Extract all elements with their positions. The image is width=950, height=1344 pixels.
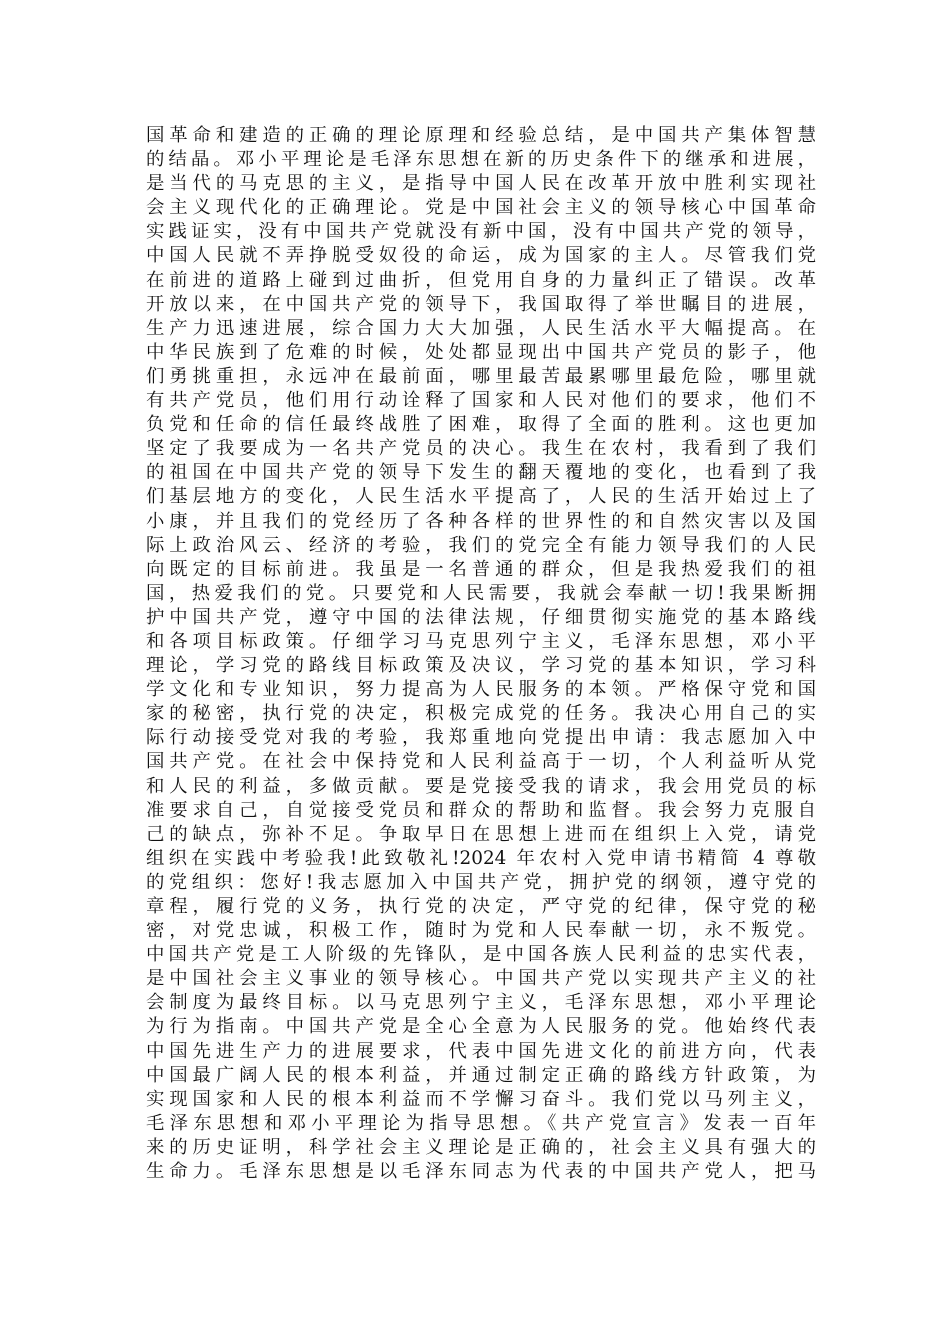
text-line: 实践证实，没有中国共产党就没有新中国，没有中国共产党的领导， [146, 221, 816, 243]
text-line: 来的历史证明，科学社会主义理论是正确的，社会主义具有强大的 [146, 1136, 816, 1158]
text-line: 为行为指南。中国共产党是全心全意为人民服务的党。他始终代表 [146, 1016, 816, 1038]
text-line: 密，对党忠诚，积极工作，随时为党和人民奉献一切，永不叛党。 [146, 920, 816, 942]
text-line: 章程，履行党的义务，执行党的决定，严守党的纪律，保守党的秘 [146, 896, 816, 917]
text-line: 在前进的道路上碰到过曲折，但党用自身的力量纠正了错误。改革 [146, 269, 816, 291]
text-line: 家的秘密，执行党的决定，积极完成党的任务。我决心用自己的实 [146, 703, 816, 725]
text-line: 己的缺点，弥补不足。争取早日在思想上进而在组织上入党，请党 [146, 823, 816, 845]
text-line: 的党组织：您好!我志愿加入中国共产党，拥护党的纲领，遵守党的 [146, 871, 816, 893]
body-paragraph [146, 124, 816, 1184]
text-line: 是当代的马克思的主义，是指导中国人民在改革开放中胜利实现社 [146, 173, 816, 195]
text-line: 国共产党。在社会中保持党和人民利益高于一切，个人利益听从党 [146, 751, 816, 773]
text-line: 负党和任命的信任最终战胜了困难，取得了全面的胜利。这也更加 [146, 414, 816, 436]
text-line: 和人民的利益，多做贡献。要是党接受我的请求，我会用党员的标 [146, 775, 816, 797]
text-line: 们基层地方的变化，人民生活水平提高了，人民的生活开始过上了 [146, 486, 816, 508]
text-line: 中国先进生产力的进展要求，代表中国先进文化的前进方向，代表 [146, 1040, 816, 1062]
text-line: 有共产党员，他们用行动诠释了国家和人民对他们的要求，他们不 [146, 390, 816, 412]
text-line: 国革命和建造的正确的理论原理和经验总结，是中国共产集体智慧 [146, 125, 816, 146]
text-line: 是中国社会主义事业的领导核心。中国共产党以实现共产主义的社 [146, 968, 816, 990]
text-line: 国，热爱我们的党。只要党和人民需要，我就会奉献一切!我果断拥 [146, 582, 816, 604]
text-line: 毛泽东思想和邓小平理论为指导思想。《共产党宣言》发表一百年 [146, 1112, 816, 1134]
text-line: 中国共产党是工人阶级的先锋队，是中国各族人民利益的忠实代表， [146, 944, 816, 966]
text-line: 和各项目标政策。仔细学习马克思列宁主义，毛泽东思想，邓小平 [146, 630, 816, 652]
text-line: 会制度为最终目标。以马克思列宁主义，毛泽东思想，邓小平理论 [146, 992, 816, 1014]
text-line: 向既定的目标前进。我虽是一名普通的群众，但是我热爱我们的祖 [146, 558, 816, 580]
text-line: 的祖国在中国共产党的领导下发生的翻天覆地的变化，也看到了我 [146, 462, 816, 484]
text-line: 小康，并且我们的党经历了各种各样的世界性的和自然灾害以及国 [146, 510, 816, 532]
text-line: 学文化和专业知识，努力提高为人民服务的本领。严格保守党和国 [146, 679, 816, 701]
text-line: 护中国共产党，遵守中国的法律法规，仔细贯彻实施党的基本路线 [146, 606, 816, 628]
text-line: 组织在实践中考验我!此致敬礼!2024 年农村入党申请书精简 4 尊敬 [146, 847, 816, 869]
text-line: 际行动接受党对我的考验，我郑重地向党提出申请：我志愿加入中 [146, 727, 816, 749]
text-line: 际上政治风云、经济的考验，我们的党完全有能力领导我们的人民 [146, 534, 816, 556]
text-line: 的结晶。邓小平理论是毛泽东思想在新的历史条件下的继承和进展， [146, 149, 816, 171]
text-line: 生命力。毛泽东思想是以毛泽东同志为代表的中国共产党人，把马 [146, 1161, 816, 1183]
text-line: 准要求自己，自觉接受党员和群众的帮助和监督。我会努力克服自 [146, 799, 816, 821]
text-line: 坚定了我要成为一名共产党员的决心。我生在农村，我看到了我们 [146, 438, 816, 460]
text-line: 开放以来，在中国共产党的领导下，我国取得了举世瞩目的进展， [146, 293, 816, 315]
text-line: 生产力迅速进展，综合国力大大加强，人民生活水平大幅提高。在 [146, 317, 816, 339]
text-line: 实现国家和人民的根本利益而不学懈习奋斗。我们党以马列主义， [146, 1088, 816, 1110]
text-line: 中国人民就不弄挣脱受奴役的命运，成为国家的主人。尽管我们党 [146, 245, 816, 267]
text-line: 们勇挑重担，永远冲在最前面，哪里最苦最累哪里最危险，哪里就 [146, 365, 816, 387]
text-line: 理论，学习党的路线目标政策及决议，学习党的基本知识，学习科 [146, 655, 816, 677]
text-line: 会主义现代化的正确理论。党是中国社会主义的领导核心中国革命 [146, 197, 816, 219]
text-line: 中国最广阔人民的根本利益，并通过制定正确的路线方针政策，为 [146, 1064, 816, 1086]
text-line: 中华民族到了危难的时候，处处都显现出中国共产党员的影子，他 [146, 341, 816, 363]
